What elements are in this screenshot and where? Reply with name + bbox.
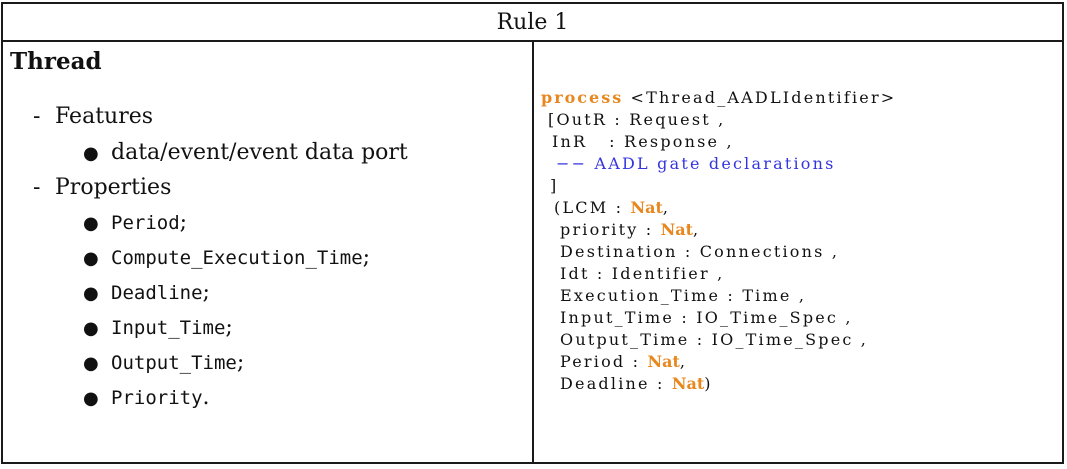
param-type: Nat xyxy=(660,220,694,239)
dash-marker: - xyxy=(33,175,41,200)
property-item xyxy=(83,350,244,375)
bullet-icon: ● xyxy=(83,283,99,304)
property-name: Priority xyxy=(111,387,203,409)
bullet-icon: ● xyxy=(83,318,99,339)
feature-item-text: data/event/event data port xyxy=(111,140,408,165)
gate-outr: [OutR : Request , xyxy=(548,110,726,129)
property-suffix: ; xyxy=(362,245,371,270)
property-name: Compute_Execution_Time xyxy=(111,247,363,269)
property-suffix: ; xyxy=(202,280,210,305)
param-name: Execution_Time : Time , xyxy=(560,286,807,305)
gate-inr: InR : Response , xyxy=(552,132,734,151)
param-line xyxy=(560,242,839,261)
property-name: Input_Time xyxy=(111,317,226,339)
rule-table xyxy=(1,2,1064,464)
gate-close: ] xyxy=(550,176,559,195)
dash-marker: - xyxy=(33,104,41,129)
param-type: Nat xyxy=(671,374,705,393)
param-tail: , xyxy=(662,198,671,217)
process-keyword: process xyxy=(541,88,624,107)
param-name: (LCM : xyxy=(554,198,631,217)
param-name: Destination : Connections , xyxy=(560,242,840,261)
properties-section xyxy=(33,175,171,200)
param-tail: , xyxy=(679,352,688,371)
rule-title: Rule 1 xyxy=(496,9,569,35)
property-name: Deadline xyxy=(111,282,203,304)
feature-item xyxy=(83,140,408,165)
param-line xyxy=(560,220,700,239)
gate-comment: −− AADL gate declarations xyxy=(556,154,836,173)
lnt-code-cell xyxy=(534,42,1062,462)
property-item xyxy=(83,210,187,235)
property-item xyxy=(83,315,233,340)
properties-label: Properties xyxy=(55,175,172,200)
param-line xyxy=(554,198,670,217)
bullet-icon: ● xyxy=(83,388,99,409)
thread-description-cell xyxy=(3,42,534,462)
param-name: Input_Time : IO_Time_Spec , xyxy=(560,308,853,327)
property-name: Output_Time xyxy=(111,352,237,374)
param-type: Nat xyxy=(630,198,663,217)
table-header xyxy=(3,4,1062,42)
param-name: Deadline : xyxy=(560,374,672,393)
param-line xyxy=(560,374,713,393)
param-tail: , xyxy=(693,220,701,239)
bullet-icon: ● xyxy=(83,353,99,374)
param-name: Period : xyxy=(560,352,648,371)
bullet-icon: ● xyxy=(83,213,99,234)
features-label: Features xyxy=(55,104,154,129)
param-name: priority : xyxy=(560,220,661,239)
property-item xyxy=(83,245,370,270)
param-line xyxy=(560,352,687,371)
process-identifier: <Thread_AADLIdentifier> xyxy=(623,88,897,107)
param-line xyxy=(560,330,868,349)
bullet-icon: ● xyxy=(83,248,99,269)
param-type: Nat xyxy=(647,352,680,371)
property-name: Period xyxy=(111,212,180,234)
param-line xyxy=(560,264,724,283)
process-declaration xyxy=(541,88,896,107)
thread-heading: Thread xyxy=(10,48,102,75)
property-item xyxy=(83,385,210,410)
property-item xyxy=(83,280,210,305)
features-section xyxy=(33,104,153,129)
property-suffix: ; xyxy=(179,210,188,235)
property-suffix: ; xyxy=(225,315,233,340)
property-suffix: ; xyxy=(236,350,245,375)
param-name: Output_Time : IO_Time_Spec , xyxy=(560,330,869,349)
table-body-row xyxy=(3,42,1062,462)
param-line xyxy=(560,308,853,327)
bullet-icon: ● xyxy=(83,143,99,164)
param-tail: ) xyxy=(704,374,713,393)
param-name: Idt : Identifier , xyxy=(560,264,725,283)
property-suffix: . xyxy=(202,385,210,410)
param-line xyxy=(560,286,806,305)
